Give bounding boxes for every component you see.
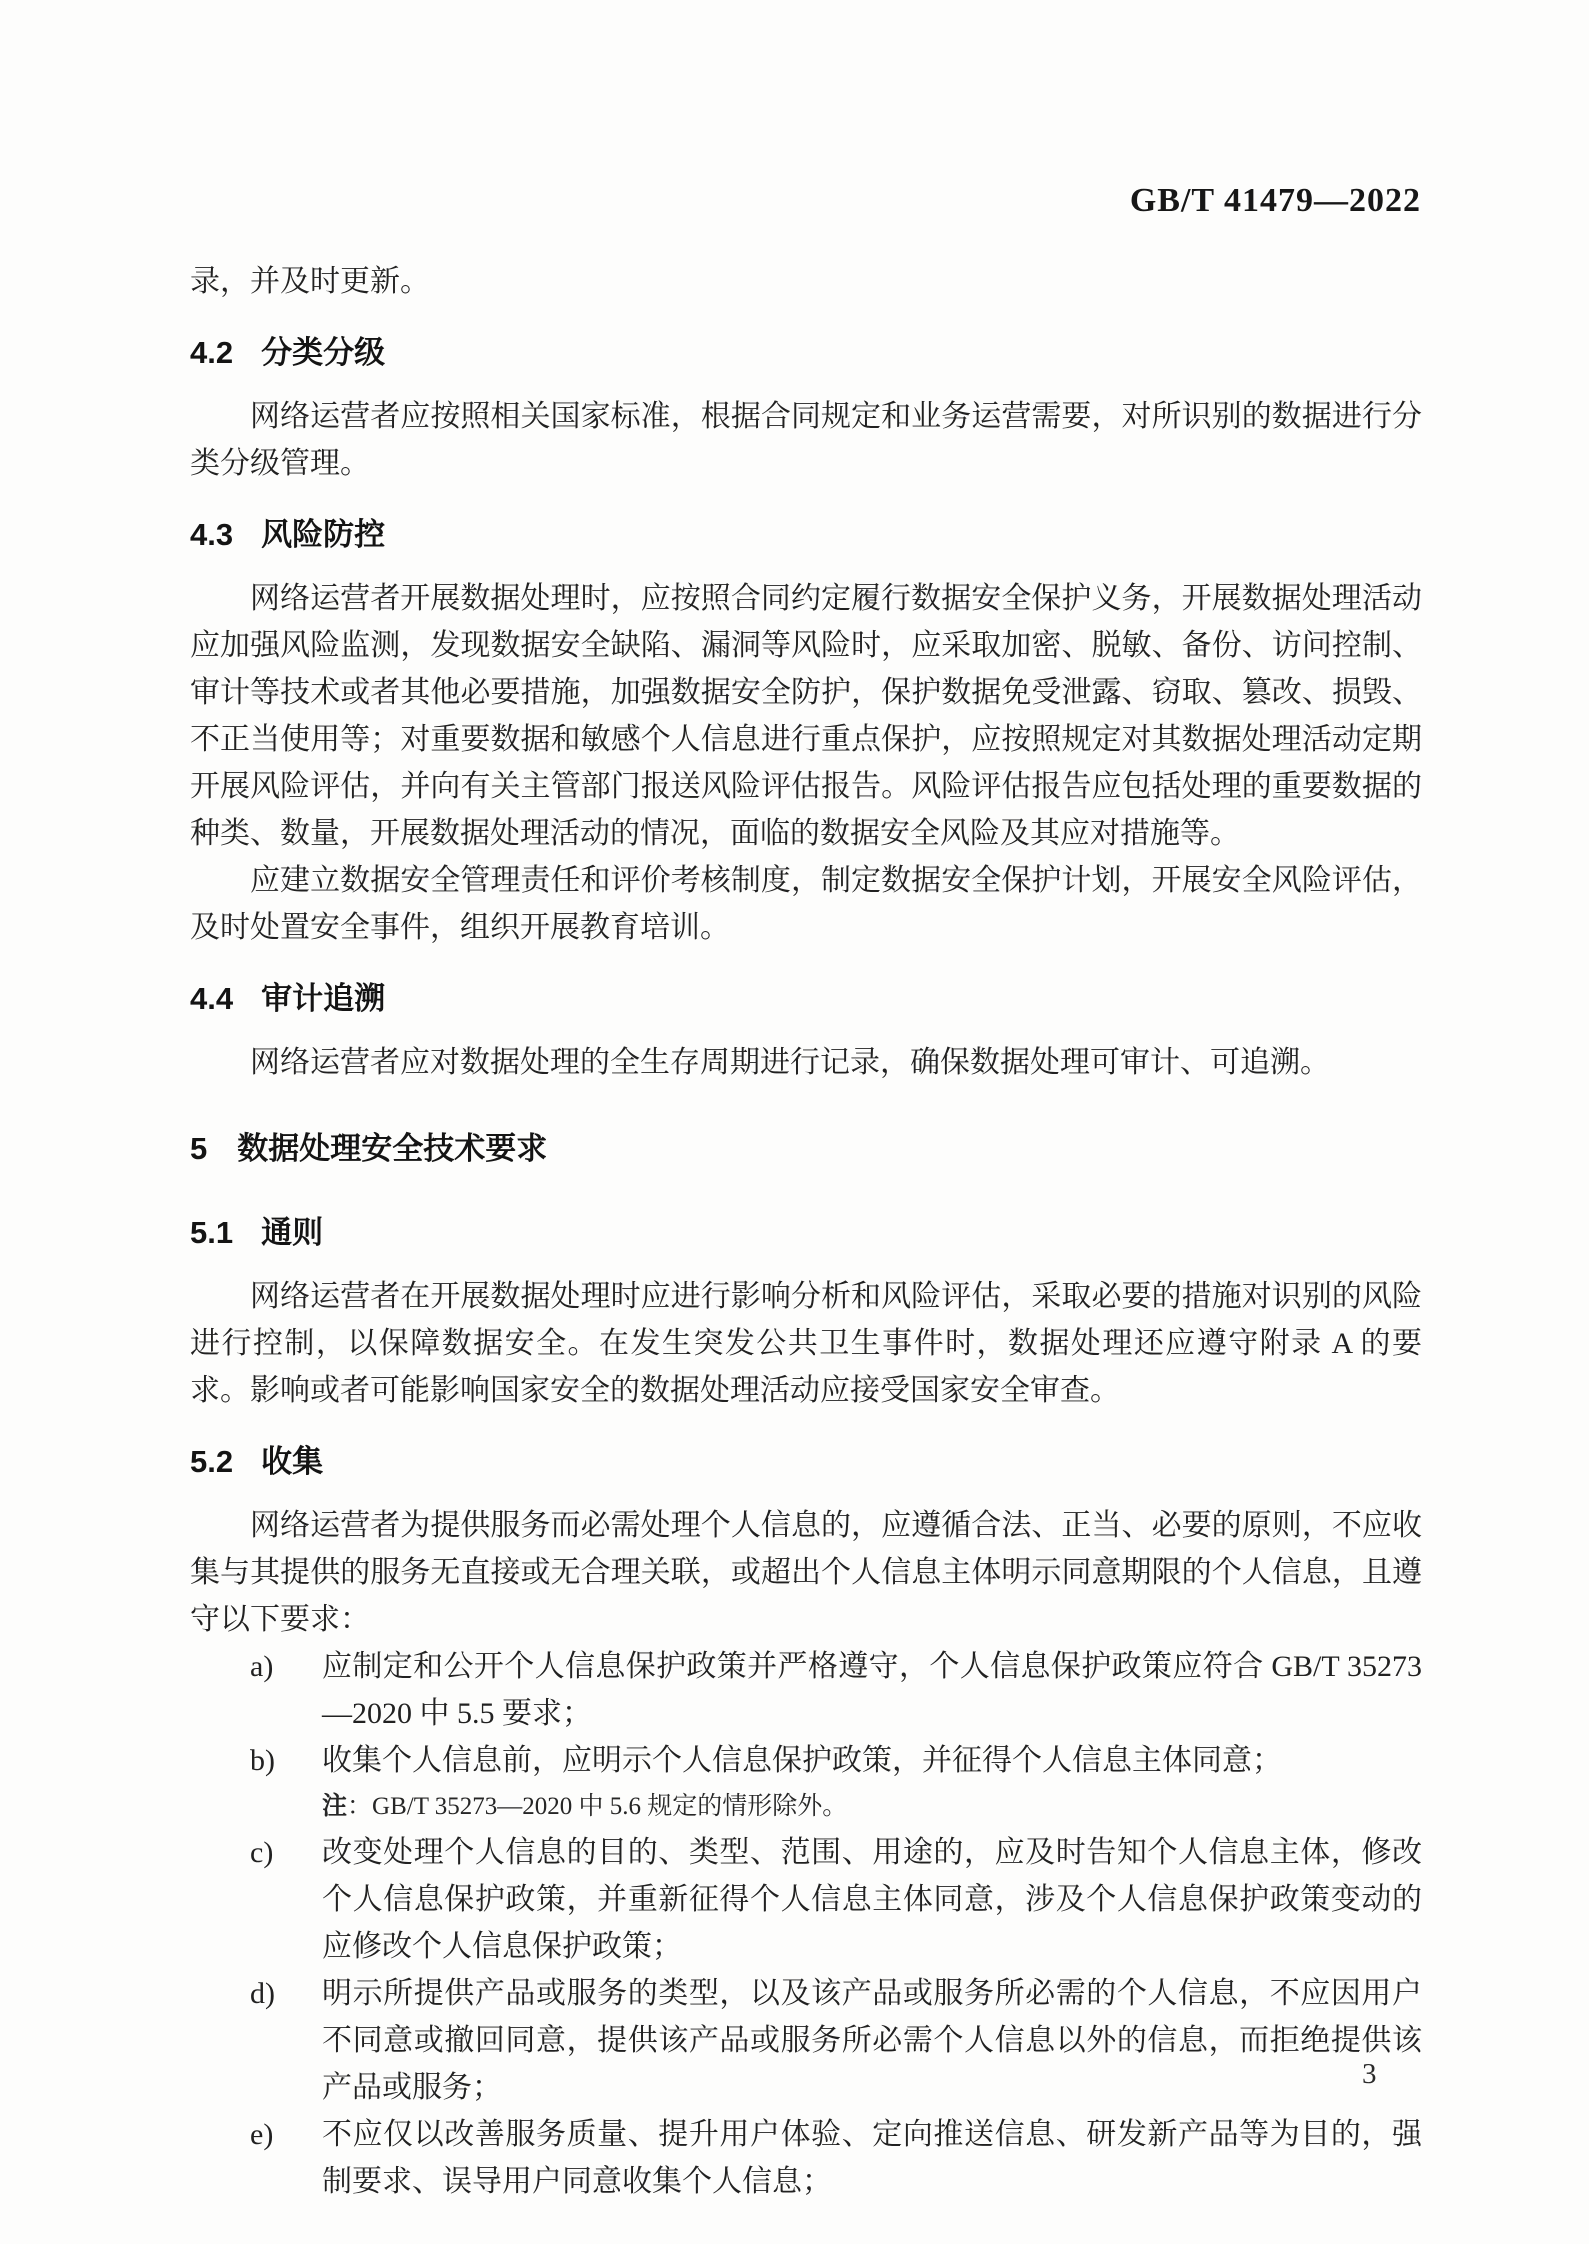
- section-title: 审计追溯: [261, 981, 386, 1016]
- paragraph: 网络运营者为提供服务而必需处理个人信息的，应遵循合法、正当、必要的原则，不应收集与其提供的服务无直接或无合理关联，或超出个人信息主体明示同意期限的个人信息，且遵守以下要求：: [190, 1509, 1422, 1636]
- section-heading-5-1: [190, 1209, 1422, 1256]
- list-item-text: 收集个人信息前，应明示个人信息保护政策，并征得个人信息主体同意；: [322, 1744, 1282, 1777]
- paragraph: 网络运营者开展数据处理时，应按照合同约定履行数据安全保护义务，开展数据处理活动应加强风险监测，发现数据安全缺陷、漏洞等风险时，应采取加密、脱敏、备份、访问控制、审计等技术或者其他必要措施，加强数据安全防护，保护数据免受泄露、窃取、篡改、损毁、不正当使用等；对重要数据和敏感个人信息进行重点保护，应按照规定对其数据处理活动定期开展风险评估，并向有关主管部门报送风险评估报告。风险评估报告应包括处理的重要数据的种类、数量，开展数据处理活动的情况，面临的数据安全风险及其应对措施等。: [190, 582, 1422, 850]
- section-number: 5.2: [190, 1444, 234, 1479]
- paragraph: 网络运营者在开展数据处理时应进行影响分析和风险评估，采取必要的措施对识别的风险进行控制，以保障数据安全。在发生突发公共卫生事件时，数据处理还应遵守附录 A 的要求。影响或者可能影响国家安全的数据处理活动应接受国家安全审查。: [190, 1280, 1422, 1407]
- standard-number-header: GB/T 41479—2022: [1129, 182, 1421, 219]
- chapter-title: 数据处理安全技术要求: [237, 1131, 548, 1166]
- list-item-text: 改变处理个人信息的目的、类型、范围、用途的，应及时告知个人信息主体，修改个人信息保护政策，并重新征得个人信息主体同意，涉及个人信息保护政策变动的应修改个人信息保护政策；: [322, 1836, 1422, 1963]
- section-number: 4.4: [190, 981, 234, 1016]
- list-marker: c): [250, 1836, 274, 1869]
- note-label: 注: [322, 1792, 348, 1820]
- list-item-b: [190, 1737, 1422, 1784]
- section-heading-4-2: [190, 329, 1422, 376]
- requirement-list: [190, 1643, 1422, 2205]
- list-marker: d): [250, 1977, 275, 2010]
- section-title: 通则: [261, 1215, 324, 1250]
- section-heading-4-3: [190, 511, 1422, 558]
- chapter-heading-5: [190, 1125, 1422, 1172]
- section-number: 4.2: [190, 335, 234, 370]
- section-number: 5.1: [190, 1215, 234, 1250]
- list-marker: a): [250, 1650, 274, 1683]
- note-text: ：GB/T 35273—2020 中 5.6 规定的情形除外。: [347, 1793, 848, 1820]
- list-item-a: [190, 1643, 1422, 1737]
- list-item-text: 明示所提供产品或服务的类型，以及该产品或服务所必需的个人信息，不应因用户不同意或撤回同意，提供该产品或服务所必需个人信息以外的信息，而拒绝提供该产品或服务；: [322, 1977, 1422, 2104]
- chapter-number: 5: [190, 1131, 208, 1166]
- list-marker: e): [250, 2118, 274, 2151]
- text-column: [190, 258, 1422, 2205]
- section-title: 风险防控: [261, 517, 386, 552]
- list-item-c: [190, 1829, 1422, 1970]
- section-title: 收集: [261, 1444, 324, 1479]
- list-marker: b): [250, 1744, 275, 1777]
- paragraph: 网络运营者应按照相关国家标准，根据合同规定和业务运营需要，对所识别的数据进行分类分级管理。: [190, 400, 1422, 480]
- section-number: 4.3: [190, 517, 234, 552]
- list-item-text: 应制定和公开个人信息保护政策并严格遵守，个人信息保护政策应符合 GB/T 35273—2020 中 5.5 要求；: [322, 1650, 1422, 1730]
- list-note: [190, 1784, 1422, 1829]
- list-item-text: 不应仅以改善服务质量、提升用户体验、定向推送信息、研发新产品等为目的，强制要求、误导用户同意收集个人信息；: [322, 2118, 1422, 2198]
- section-heading-4-4: [190, 975, 1422, 1022]
- continuation-paragraph: 录，并及时更新。: [190, 265, 430, 298]
- list-item-e: [190, 2111, 1422, 2205]
- section-title: 分类分级: [261, 335, 386, 370]
- list-item-d: [190, 1970, 1422, 2111]
- paragraph: 网络运营者应对数据处理的全生存周期进行记录，确保数据处理可审计、可追溯。: [250, 1046, 1330, 1079]
- paragraph: 应建立数据安全管理责任和评价考核制度，制定数据安全保护计划，开展安全风险评估，及时处置安全事件，组织开展教育培训。: [190, 864, 1422, 944]
- section-heading-5-2: [190, 1438, 1422, 1485]
- page-number: 3: [1362, 2058, 1377, 2090]
